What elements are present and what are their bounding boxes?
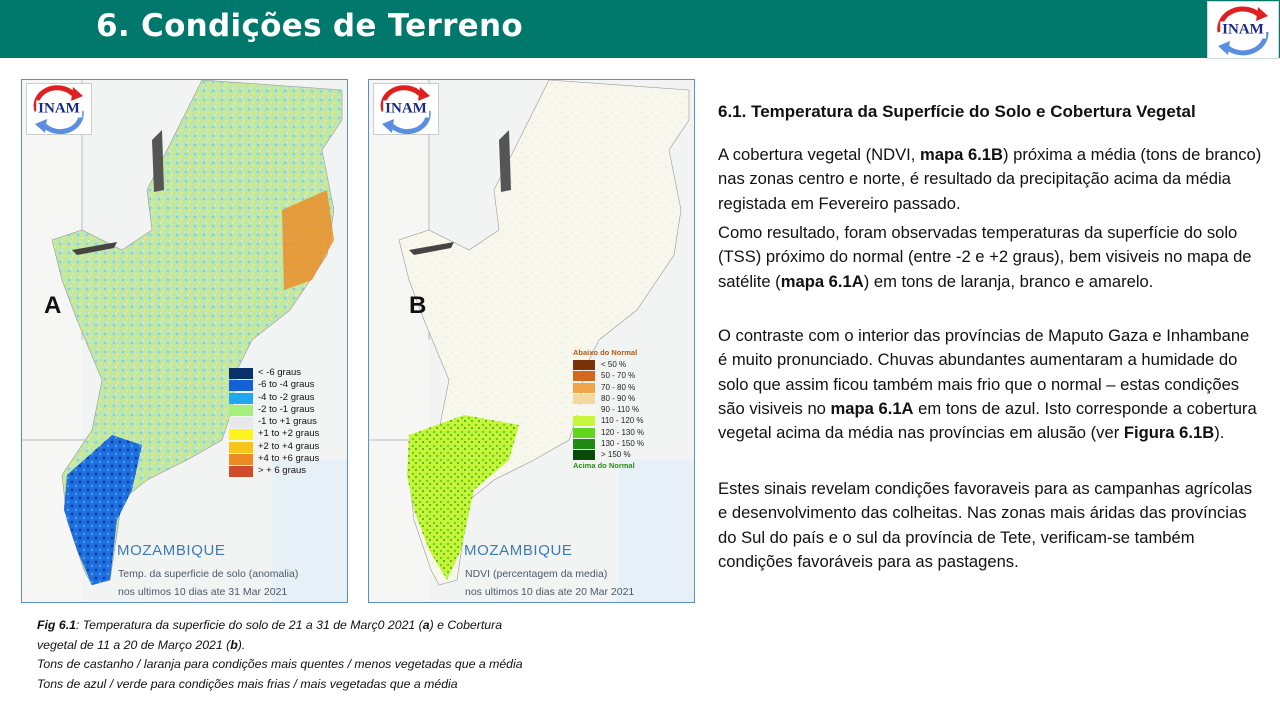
ndvi-map	[369, 80, 694, 602]
legend-swatch	[229, 393, 253, 404]
legend-swatch	[229, 466, 253, 477]
map-caption-title: Temp. da superficie de solo (anomalia)	[118, 568, 299, 580]
text: em tons de azul. Isto corresponde a cobertura vegetal acima da média nas províncias em alusão (ver	[718, 398, 1257, 443]
legend-item	[573, 415, 644, 426]
page-title: 6. Condições de Terreno	[96, 8, 523, 44]
caption-text: : Temperatura da superficie do solo de 21 a 31 de Març0 2021 (	[75, 618, 423, 632]
legend-swatch	[573, 439, 595, 449]
legend-swatch	[229, 442, 253, 453]
legend-label: -6 to -4 graus	[258, 379, 315, 391]
text-bold: Figura 6.1B	[1123, 423, 1215, 443]
legend-label: +2 to +4 graus	[258, 440, 320, 452]
legend-label: -2 to -1 graus	[258, 403, 315, 415]
paragraph-1	[718, 143, 1263, 216]
map-label-a: A	[44, 292, 62, 319]
section-title: 6.1. Temperatura da Superfície do Solo e Cobertura Vegetal	[718, 102, 1196, 121]
legend-swatch	[573, 416, 595, 426]
map-caption-date: nos ultimos 10 dias ate 31 Mar 2021	[118, 586, 288, 598]
inam-logo	[26, 83, 92, 135]
figure-caption	[37, 616, 607, 694]
legend-swatch	[573, 428, 595, 438]
text-bold: mapa 6.1A	[830, 398, 914, 418]
country-label: MOZAMBIQUE	[117, 542, 226, 559]
legend-swatch	[573, 450, 595, 460]
text: A cobertura vegetal (NDVI,	[718, 145, 920, 164]
caption-line	[37, 616, 607, 636]
legend-label: > + 6 graus	[258, 465, 307, 477]
legend-label: 110 - 120 %	[601, 416, 644, 426]
paragraph-4: Estes sinais revelam condições favoraveis para as campanhas agrícolas e desenvolvimento das colheitas. Nas zonas mais áridas das províncias do Sul do país e o sul da província de Tete, verificam-se também condições favoráveis para as pastagens.	[718, 479, 1253, 571]
legend-item	[573, 404, 640, 415]
legend-label: < 50 %	[601, 360, 627, 369]
logo-text: INAM	[385, 100, 427, 117]
caption-line: Tons de azul / verde para condições mais frias / mais vegetadas que a média	[37, 676, 458, 691]
map-a-panel	[21, 79, 348, 603]
text: ) em tons de laranja, branco e amarelo.	[863, 271, 1154, 291]
legend-label: > 150 %	[601, 450, 631, 460]
inam-logo	[373, 83, 439, 135]
legend-swatch	[229, 454, 253, 465]
legend-item	[573, 370, 637, 381]
legend-item	[573, 393, 637, 404]
legend-swatch	[573, 394, 595, 404]
legend-label: 50 - 70 %	[601, 371, 636, 381]
legend-footer: Acima do Normal	[573, 460, 635, 470]
legend-item	[573, 449, 637, 460]
text-bold: mapa 6.1A	[780, 271, 864, 291]
legend-swatch	[573, 383, 595, 393]
caption-line: Tons de castanho / laranja para condições mais quentes / menos vegetadas que a média	[37, 657, 523, 671]
legend-item	[573, 438, 645, 449]
logo-text: INAM	[1222, 21, 1264, 38]
legend-item	[573, 427, 645, 438]
map-label-b: B	[409, 292, 427, 319]
legend-item	[573, 359, 637, 370]
caption-line	[37, 636, 607, 656]
legend-swatch	[229, 429, 253, 440]
paragraph-2	[718, 221, 1263, 294]
legend-title: Abaixo do Normal	[573, 348, 638, 357]
logo-text: INAM	[38, 100, 80, 117]
legend-label: +1 to +2 graus	[258, 428, 320, 440]
legend-swatch	[229, 405, 253, 416]
country-label: MOZAMBIQUE	[464, 542, 573, 559]
legend-swatch	[573, 405, 595, 415]
caption-text: vegetal de 11 a 20 de Março 2021 (	[37, 637, 231, 652]
paragraph-3	[718, 324, 1263, 445]
text: ) próxima a média (tons de branco) nas zonas centro e norte, é resultado da precipitação acima da média registada em Fevereiro passado.	[718, 145, 1262, 213]
caption-emphasis: b	[230, 637, 238, 652]
legend-item	[573, 382, 637, 393]
legend-swatch	[573, 360, 595, 370]
inam-logo	[1207, 1, 1279, 59]
legend-swatch	[573, 371, 595, 381]
map-caption-title: NDVI (percentagem da media)	[465, 568, 608, 580]
caption-text: ).	[237, 637, 246, 652]
legend-label: 70 - 80 %	[601, 382, 636, 392]
ndvi-legend	[573, 348, 645, 472]
legend-label: -1 to +1 graus	[258, 416, 317, 428]
caption-emphasis: a	[422, 618, 430, 632]
legend-label: 130 - 150 %	[601, 439, 645, 449]
map-caption-date: nos ultimos 10 dias ate 20 Mar 2021	[465, 586, 635, 598]
legend-label: < -6 graus	[258, 367, 302, 378]
text: O contraste com o interior das províncias de Maputo Gaza e Inhambane é muito pronunciado. Chuvas abundantes aumentaram a humidade do solo que assim ficou também mais frio que o normal – estas condições são visiveis no	[718, 326, 1250, 418]
land-surface-temperature-map	[22, 80, 347, 602]
legend-label: -4 to -2 graus	[258, 391, 315, 403]
legend-label: 120 - 130 %	[601, 427, 645, 437]
caption-text: ) e Cobertura	[429, 618, 503, 632]
legend-swatch	[229, 380, 253, 391]
map-b-panel	[368, 79, 695, 603]
title-bar	[0, 0, 1280, 58]
figure-label: Fig 6.1	[37, 618, 76, 632]
legend-label: +4 to +6 graus	[258, 453, 320, 465]
text: ).	[1214, 423, 1225, 443]
legend-label: 80 - 90 %	[601, 393, 636, 403]
text: Como resultado, foram observadas temperaturas da superfície do solo (TSS) próximo do normal (entre -2 e +2 graus), bem visiveis no mapa de satélite (	[718, 223, 1252, 291]
legend-label: 90 - 110 %	[601, 405, 640, 415]
legend-swatch	[229, 368, 253, 379]
text-bold: mapa 6.1B	[920, 145, 1004, 164]
legend-swatch	[229, 417, 253, 428]
